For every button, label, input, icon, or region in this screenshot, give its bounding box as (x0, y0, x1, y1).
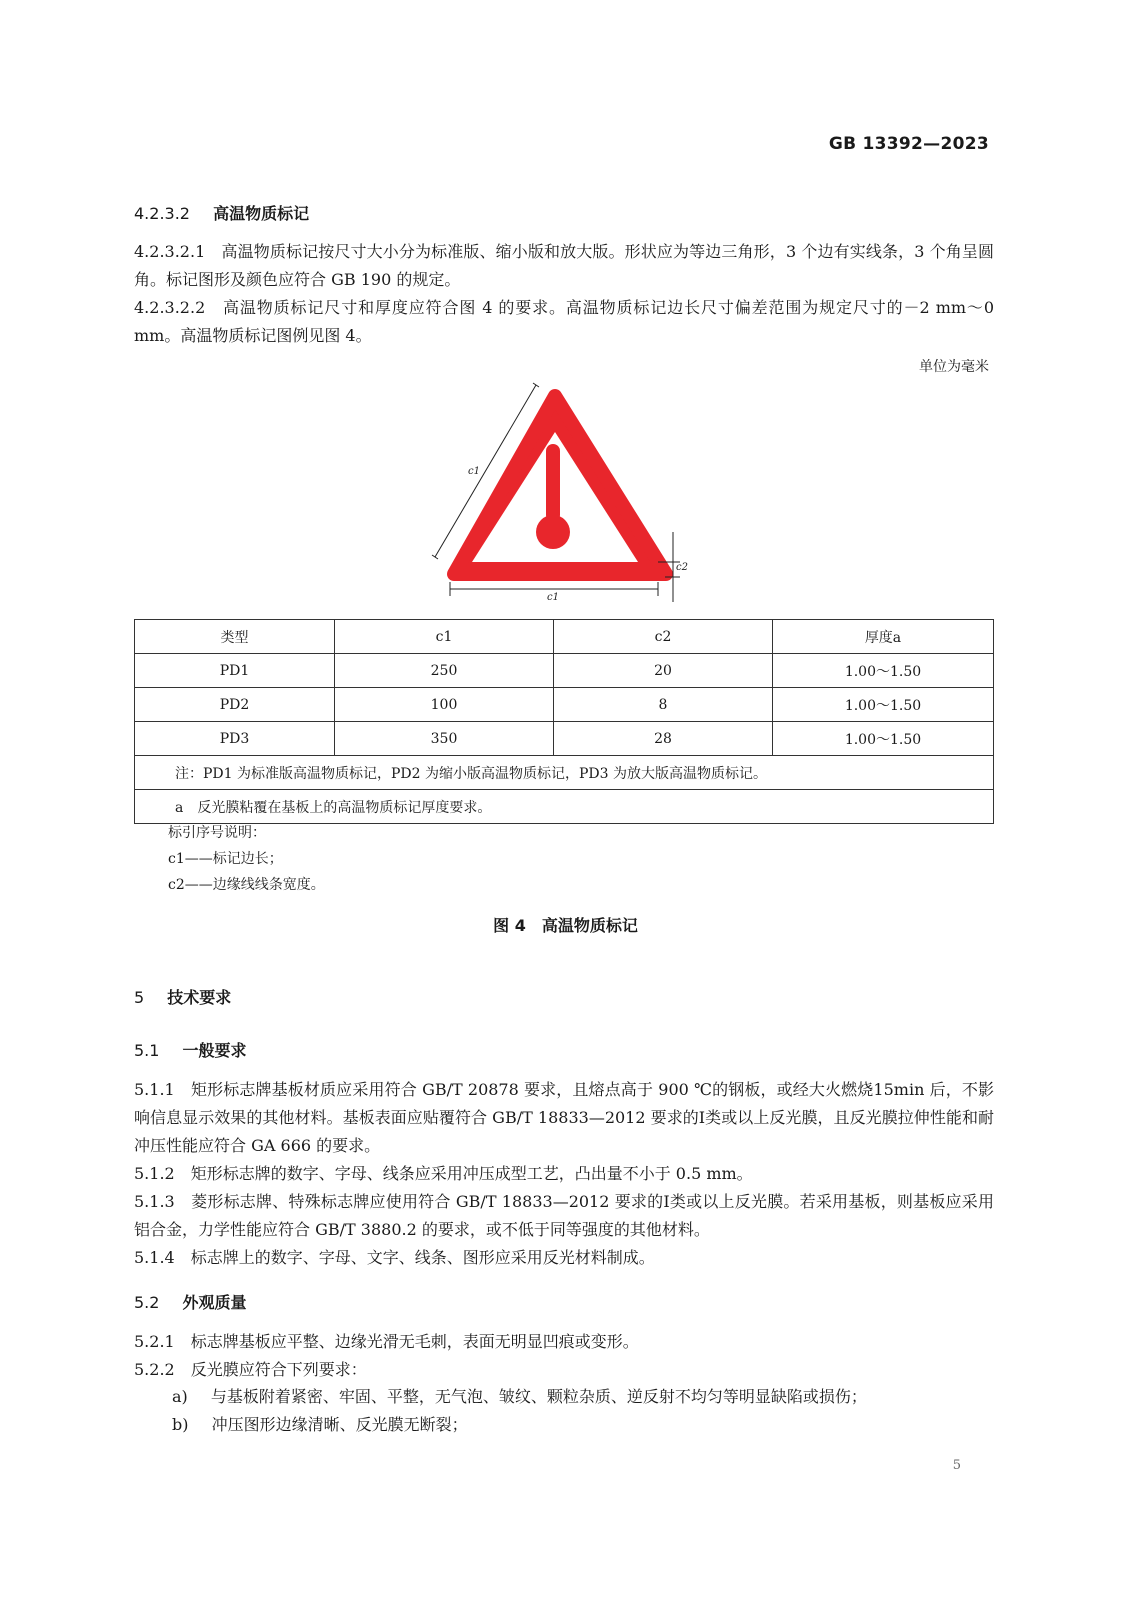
list-marker: b) (172, 1415, 189, 1434)
paragraph-5-1-3: 5.1.3 菱形标志牌、特殊标志牌应使用符合 GB/T 18833—2012 要求的Ⅰ类或以上反光膜。若采用基板，则基板应采用铝合金，力学性能应符合 GB/T 3880.2 的要求，或不低于同等强度的其他材料。 (134, 1192, 994, 1239)
table-row (135, 654, 994, 688)
table-cell: 250 (335, 654, 554, 688)
table-cell: 1.00～1.50 (773, 688, 994, 722)
list-text: 冲压图形边缘清晰、反光膜无断裂； (211, 1415, 468, 1434)
section-heading-5-1 (134, 1038, 247, 1061)
list-marker: a) (172, 1387, 188, 1406)
section-title: 技术要求 (167, 988, 232, 1007)
section-title: 高温物质标记 (213, 204, 310, 223)
section-number: 5.1 (134, 1041, 160, 1060)
table-cell: 1.00～1.50 (773, 654, 994, 688)
table-cell: 1.00～1.50 (773, 722, 994, 756)
table-note: 注：PD1 为标准版高温物质标记，PD2 为缩小版高温物质标记，PD3 为放大版高温物质标记。 (135, 756, 994, 790)
table-footnote-row (135, 790, 994, 824)
paragraph-5-1-4: 5.1.4 标志牌上的数字、字母、文字、线条、图形应采用反光材料制成。 (134, 1248, 655, 1267)
table-cell: 100 (335, 688, 554, 722)
paragraph-4-2-3-2-2: 4.2.3.2.2 高温物质标记尺寸和厚度应符合图 4 的要求。高温物质标记边长尺寸偏差范围为规定尺寸的－2 mm～0 mm。高温物质标记图例见图 4。 (134, 298, 994, 345)
legend-title: 标引序号说明： (168, 825, 266, 841)
section-number: 5.2 (134, 1293, 160, 1312)
high-temperature-mark-figure (420, 382, 710, 612)
paragraph-4-2-3-2-1: 4.2.3.2.1 高温物质标记按尺寸大小分为标准版、缩小版和放大版。形状应为等边三角形，3 个边有实线条，3 个角呈圆角。标记图形及颜色应符合 GB 190 的规定。 (134, 242, 994, 289)
table-header-row (135, 620, 994, 654)
label-c1-side: c1 (468, 466, 480, 477)
table-header-cell: c1 (335, 620, 554, 654)
label-c2: c2 (676, 562, 688, 573)
table-footnote: a 反光膜粘覆在基板上的高温物质标记厚度要求。 (135, 790, 994, 824)
table-cell: 8 (554, 688, 773, 722)
table-cell: 20 (554, 654, 773, 688)
unit-note: 单位为毫米 (919, 359, 989, 375)
legend-item: c2——边缘线线条宽度。 (168, 877, 325, 893)
table-row (135, 722, 994, 756)
table-cell: PD1 (135, 654, 335, 688)
section-title: 外观质量 (182, 1293, 247, 1312)
section-title: 一般要求 (182, 1041, 247, 1060)
list-item (172, 1412, 468, 1435)
paragraph-5-2-2: 5.2.2 反光膜应符合下列要求： (134, 1360, 367, 1379)
table-header-cell: 厚度a (773, 620, 994, 654)
paragraph-5-1-1: 5.1.1 矩形标志牌基板材质应采用符合 GB/T 20878 要求，且熔点高于 900 ℃的钢板，或经大火燃烧15min 后，不影响信息显示效果的其他材料。基板表面应贴覆符合 GB/T 18833—2012 要求的Ⅰ类或以上反光膜，且反光膜拉伸性能和耐冲压性能应符合 GA 666 的要求。 (134, 1080, 994, 1155)
legend-item: c1——标记边长； (168, 851, 283, 867)
table-cell: 350 (335, 722, 554, 756)
list-text: 与基板附着紧密、牢固、平整，无气泡、皱纹、颗粒杂质、逆反射不均匀等明显缺陷或损伤； (210, 1387, 867, 1406)
list-item (172, 1384, 867, 1407)
paragraph-5-2-1: 5.2.1 标志牌基板应平整、边缘光滑无毛刺，表面无明显凹痕或变形。 (134, 1332, 639, 1351)
section-number: 5 (134, 988, 145, 1007)
figure-caption: 图 4 高温物质标记 (493, 916, 638, 935)
table-note-row (135, 756, 994, 790)
section-heading-5 (134, 985, 231, 1008)
table-row (135, 688, 994, 722)
table-header-cell: 类型 (135, 620, 335, 654)
table-header-cell: c2 (554, 620, 773, 654)
section-number: 4.2.3.2 (134, 204, 190, 223)
section-heading-5-2 (134, 1290, 247, 1313)
section-heading-4-2-3-2 (134, 201, 309, 224)
paragraph-5-1-2: 5.1.2 矩形标志牌的数字、字母、线条应采用冲压成型工艺，凸出量不小于 0.5 mm。 (134, 1164, 753, 1183)
dimension-table (134, 619, 994, 824)
table-cell: PD3 (135, 722, 335, 756)
document-code: GB 13392—2023 (828, 134, 989, 154)
label-c1-bottom: c1 (547, 592, 559, 603)
table-cell: 28 (554, 722, 773, 756)
table-cell: PD2 (135, 688, 335, 722)
page-number: 5 (952, 1458, 961, 1473)
